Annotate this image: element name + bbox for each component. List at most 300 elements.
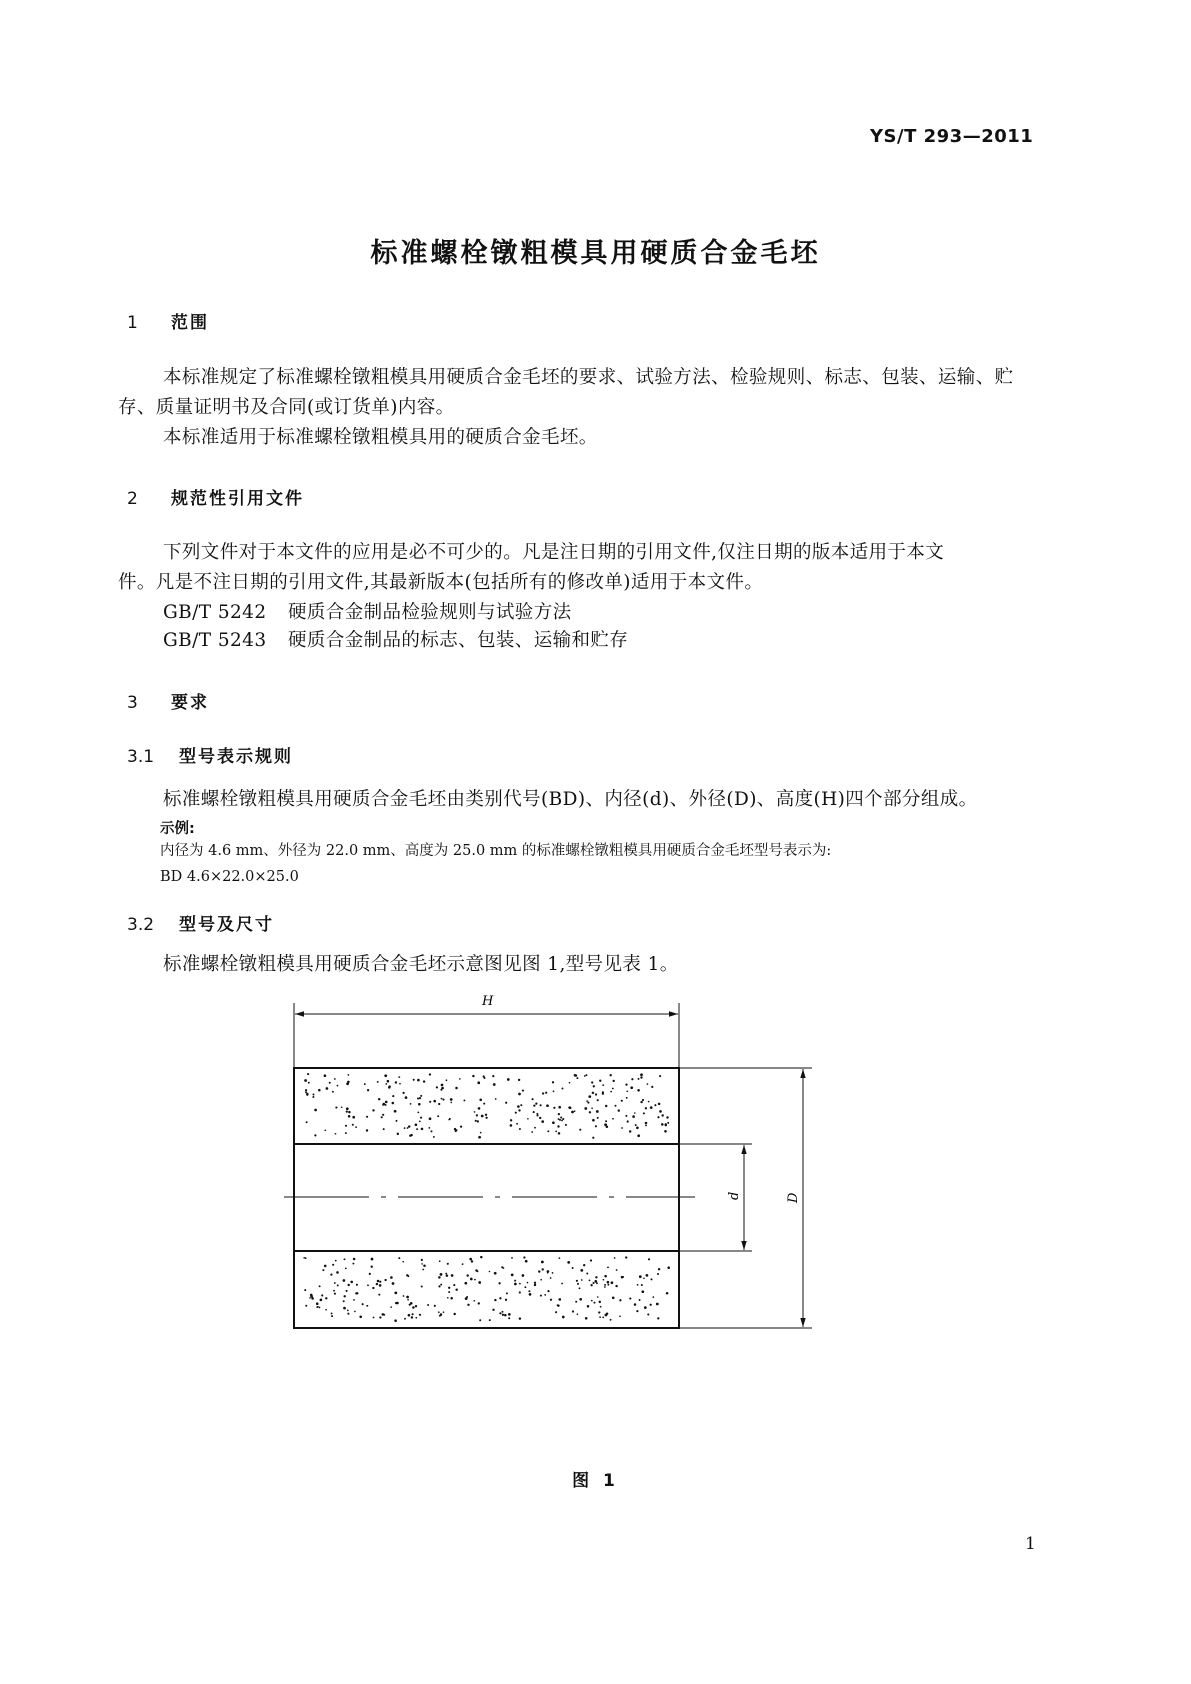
texture-dot: [600, 1306, 602, 1308]
texture-dot: [558, 1298, 561, 1301]
texture-dot: [451, 1274, 454, 1277]
texture-dot: [334, 1293, 336, 1295]
texture-dot: [611, 1281, 614, 1284]
texture-dot: [455, 1130, 457, 1132]
texture-dot: [586, 1100, 588, 1102]
texture-dot: [626, 1090, 628, 1092]
texture-dot: [353, 1258, 356, 1261]
texture-dot: [534, 1127, 536, 1129]
texture-dot: [610, 1074, 612, 1076]
texture-dot: [610, 1319, 612, 1321]
texture-dot: [316, 1306, 318, 1308]
texture-dot: [519, 1317, 521, 1319]
texture-dot: [618, 1109, 620, 1111]
texture-dot: [369, 1273, 371, 1275]
texture-dot: [448, 1287, 450, 1289]
texture-dot: [607, 1284, 609, 1286]
texture-dot: [637, 1089, 640, 1092]
texture-dot: [470, 1278, 473, 1281]
texture-dot: [640, 1101, 642, 1103]
texture-dot: [514, 1283, 517, 1286]
texture-dot: [314, 1109, 317, 1112]
texture-dot: [495, 1098, 497, 1100]
texture-dot: [635, 1124, 637, 1126]
material-texture-bottom: [303, 1256, 670, 1322]
paragraph: 本标准规定了标准螺栓镦粗模具用硬质合金毛坯的要求、试验方法、检验规则、标志、包装、运输、贮: [163, 367, 1014, 388]
texture-dot: [392, 1095, 394, 1097]
texture-dot: [519, 1128, 521, 1130]
texture-dot: [519, 1291, 521, 1293]
texture-dot: [552, 1121, 555, 1124]
paragraph: 标准螺栓镦粗模具用硬质合金毛坯由类别代号(BD)、内径(d)、外径(D)、高度(H)四个部分组成。: [163, 789, 978, 810]
texture-dot: [352, 1124, 354, 1126]
example-text: 内径为 4.6 mm、外径为 22.0 mm、高度为 25.0 mm 的标准螺栓镦粗模具用硬质合金毛坯型号表示为:: [160, 843, 832, 859]
texture-dot: [621, 1100, 623, 1102]
texture-dot: [433, 1136, 435, 1138]
texture-dot: [405, 1096, 408, 1099]
texture-dot: [532, 1098, 534, 1100]
page-number: 1: [1025, 1534, 1036, 1554]
texture-dot: [606, 1125, 609, 1128]
texture-dot: [634, 1112, 636, 1114]
texture-dot: [621, 1127, 623, 1129]
texture-dot: [657, 1273, 659, 1275]
texture-dot: [345, 1132, 347, 1134]
texture-dot: [379, 1316, 381, 1318]
texture-dot: [395, 1081, 397, 1083]
texture-dot: [535, 1103, 537, 1105]
texture-dot: [540, 1104, 542, 1106]
texture-dot: [390, 1306, 392, 1308]
texture-dot: [528, 1290, 530, 1292]
texture-dot: [631, 1078, 633, 1080]
texture-dot: [576, 1077, 578, 1079]
texture-dot: [591, 1081, 593, 1083]
section-title: 规范性引用文件: [171, 489, 304, 509]
texture-dot: [542, 1268, 544, 1270]
texture-dot: [478, 1302, 480, 1304]
texture-dot: [473, 1300, 475, 1302]
inner-diameter-label: d: [727, 1191, 742, 1200]
texture-dot: [588, 1095, 591, 1098]
texture-dot: [476, 1114, 478, 1116]
section-number: 1: [127, 313, 138, 333]
texture-dot: [489, 1271, 491, 1273]
texture-dot: [511, 1274, 514, 1277]
texture-dot: [637, 1284, 639, 1286]
texture-dot: [641, 1290, 644, 1293]
paragraph: 本标准适用于标准螺栓镦粗模具用的硬质合金毛坯。: [163, 427, 598, 448]
texture-dot: [462, 1263, 464, 1265]
texture-dot: [345, 1125, 347, 1127]
texture-dot: [589, 1111, 591, 1113]
texture-dot: [404, 1127, 406, 1129]
texture-dot: [410, 1302, 413, 1305]
texture-dot: [396, 1302, 399, 1305]
texture-dot: [394, 1110, 397, 1113]
texture-dot: [372, 1109, 374, 1111]
texture-dot: [334, 1282, 336, 1284]
texture-dot: [615, 1105, 617, 1107]
texture-dot: [419, 1314, 421, 1316]
texture-dot: [379, 1281, 381, 1283]
texture-dot: [477, 1270, 479, 1272]
texture-dot: [605, 1105, 607, 1107]
texture-dot: [626, 1097, 628, 1099]
texture-dot: [348, 1111, 350, 1113]
texture-dot: [502, 1311, 504, 1313]
texture-dot: [437, 1115, 439, 1117]
texture-dot: [492, 1075, 494, 1077]
texture-dot: [321, 1294, 323, 1296]
texture-dot: [587, 1305, 590, 1308]
texture-dot: [441, 1084, 444, 1087]
texture-dot: [565, 1124, 567, 1126]
texture-dot: [585, 1317, 588, 1320]
subsection-number: 3.1: [127, 747, 155, 767]
texture-dot: [398, 1076, 400, 1078]
texture-dot: [525, 1260, 528, 1263]
texture-dot: [409, 1135, 411, 1137]
texture-dot: [430, 1130, 432, 1132]
texture-dot: [531, 1131, 533, 1133]
texture-dot: [306, 1093, 308, 1095]
texture-dot: [516, 1123, 518, 1125]
texture-dot: [474, 1111, 476, 1113]
texture-dot: [479, 1319, 481, 1321]
texture-dot: [579, 1129, 581, 1131]
texture-dot: [463, 1099, 465, 1101]
texture-dot: [408, 1314, 411, 1317]
document-title: 标准螺栓镦粗模具用硬质合金毛坯: [370, 238, 821, 269]
texture-dot: [558, 1106, 561, 1109]
texture-dot: [334, 1078, 336, 1080]
texture-dot: [648, 1101, 650, 1103]
texture-dot: [599, 1080, 601, 1082]
texture-dot: [651, 1086, 653, 1088]
texture-dot: [412, 1306, 415, 1309]
reference-code: GB/T 5243: [163, 630, 267, 651]
texture-dot: [485, 1114, 487, 1116]
texture-dot: [494, 1299, 496, 1301]
texture-dot: [387, 1080, 390, 1083]
texture-dot: [569, 1082, 571, 1084]
texture-dot: [407, 1127, 409, 1129]
paragraph: 标准螺栓镦粗模具用硬质合金毛坯示意图见图 1,型号见表 1。: [163, 954, 679, 975]
texture-dot: [550, 1299, 552, 1301]
texture-dot: [378, 1098, 380, 1100]
texture-dot: [499, 1312, 501, 1314]
texture-dot: [591, 1107, 593, 1109]
texture-dot: [505, 1102, 507, 1104]
texture-dot: [645, 1107, 647, 1109]
texture-dot: [371, 1258, 374, 1261]
texture-dot: [326, 1087, 329, 1090]
texture-dot: [652, 1296, 654, 1298]
subsection-title: 型号表示规则: [179, 747, 293, 767]
texture-dot: [348, 1115, 351, 1118]
section-number: 2: [127, 489, 138, 509]
texture-dot: [471, 1260, 473, 1262]
texture-dot: [419, 1121, 421, 1123]
texture-dot: [455, 1288, 457, 1290]
texture-dot: [589, 1280, 591, 1282]
texture-dot: [450, 1098, 453, 1101]
texture-dot: [636, 1310, 638, 1312]
texture-dot: [641, 1284, 643, 1286]
texture-dot: [314, 1134, 316, 1136]
texture-dot: [355, 1292, 357, 1294]
texture-dot: [650, 1278, 652, 1280]
example-label: 示例:: [160, 821, 195, 837]
texture-dot: [319, 1285, 321, 1287]
texture-dot: [335, 1107, 337, 1109]
texture-dot: [324, 1129, 326, 1131]
texture-dot: [499, 1297, 501, 1299]
texture-dot: [406, 1296, 409, 1299]
reference-title: 硬质合金制品检验规则与试验方法: [288, 602, 572, 623]
texture-dot: [591, 1300, 593, 1302]
texture-dot: [610, 1091, 612, 1093]
texture-dot: [616, 1269, 618, 1271]
texture-dot: [594, 1302, 596, 1304]
texture-dot: [438, 1103, 440, 1105]
texture-dot: [555, 1311, 557, 1313]
texture-dot: [664, 1130, 667, 1133]
texture-dot: [599, 1316, 601, 1318]
texture-dot: [341, 1106, 343, 1108]
texture-dot: [595, 1093, 597, 1095]
texture-dot: [448, 1291, 450, 1293]
texture-dot: [371, 1266, 373, 1268]
texture-dot: [402, 1261, 404, 1263]
reference-code: GB/T 5242: [163, 602, 267, 623]
texture-dot: [607, 1266, 609, 1268]
texture-dot: [552, 1272, 554, 1274]
texture-dot: [596, 1110, 599, 1113]
texture-dot: [480, 1132, 482, 1134]
texture-dot: [399, 1083, 401, 1085]
texture-dot: [485, 1117, 487, 1119]
texture-dot: [555, 1131, 557, 1133]
texture-dot: [572, 1267, 574, 1269]
texture-dot: [450, 1102, 452, 1104]
texture-dot: [304, 1289, 306, 1291]
texture-dot: [348, 1074, 350, 1076]
texture-dot: [413, 1079, 415, 1081]
texture-dot: [404, 1318, 406, 1320]
texture-dot: [316, 1302, 319, 1305]
texture-dot: [533, 1104, 535, 1106]
texture-dot: [420, 1117, 422, 1119]
texture-dot: [575, 1301, 577, 1303]
texture-dot: [343, 1300, 345, 1302]
texture-dot: [467, 1274, 469, 1276]
texture-dot: [602, 1084, 604, 1086]
texture-dot: [592, 1092, 594, 1094]
texture-dot: [477, 1120, 479, 1122]
texture-dot: [577, 1313, 579, 1315]
texture-dot: [650, 1106, 653, 1109]
texture-dot: [356, 1284, 358, 1286]
texture-dot: [650, 1304, 652, 1306]
texture-dot: [560, 1116, 562, 1118]
texture-dot: [324, 1074, 327, 1077]
texture-dot: [634, 1303, 637, 1306]
texture-dot: [546, 1104, 549, 1107]
texture-dot: [639, 1299, 641, 1301]
texture-dot: [605, 1120, 607, 1122]
texture-dot: [659, 1110, 662, 1113]
texture-dot: [378, 1294, 380, 1296]
texture-dot: [493, 1083, 496, 1086]
texture-dot: [569, 1106, 572, 1109]
texture-dot: [450, 1297, 453, 1300]
texture-dot: [415, 1317, 417, 1319]
texture-dot: [595, 1276, 597, 1278]
texture-dot: [625, 1083, 627, 1085]
texture-dot: [603, 1279, 605, 1281]
texture-dot: [562, 1316, 565, 1319]
texture-dot: [376, 1283, 378, 1285]
texture-dot: [346, 1290, 348, 1292]
texture-dot: [642, 1099, 644, 1101]
texture-dot: [547, 1130, 549, 1132]
texture-dot: [599, 1301, 601, 1303]
texture-dot: [411, 1316, 413, 1318]
texture-dot: [438, 1311, 440, 1313]
texture-dot: [529, 1293, 532, 1296]
texture-dot: [541, 1261, 543, 1263]
texture-dot: [420, 1095, 422, 1097]
texture-dot: [350, 1281, 353, 1284]
texture-dot: [547, 1270, 550, 1273]
texture-dot: [502, 1314, 504, 1316]
texture-dot: [612, 1118, 614, 1120]
texture-dot: [579, 1287, 581, 1289]
texture-dot: [364, 1083, 366, 1085]
texture-dot: [592, 1119, 595, 1122]
texture-dot: [415, 1123, 418, 1126]
texture-dot: [333, 1290, 335, 1292]
texture-dot: [557, 1125, 559, 1127]
texture-dot: [545, 1092, 547, 1094]
texture-dot: [382, 1104, 384, 1106]
texture-dot: [459, 1078, 461, 1080]
texture-dot: [394, 1319, 397, 1322]
texture-dot: [329, 1082, 331, 1084]
texture-dot: [313, 1094, 315, 1096]
texture-dot: [306, 1121, 308, 1123]
texture-dot: [658, 1103, 661, 1106]
texture-dot: [421, 1259, 423, 1261]
texture-dot: [574, 1110, 576, 1112]
texture-dot: [592, 1137, 594, 1139]
texture-dot: [590, 1259, 592, 1261]
texture-dot: [382, 1114, 384, 1116]
texture-dot: [408, 1125, 410, 1127]
texture-dot: [438, 1276, 441, 1279]
texture-dot: [508, 1313, 511, 1316]
texture-dot: [478, 1082, 480, 1084]
texture-dot: [540, 1279, 542, 1281]
texture-dot: [602, 1316, 604, 1318]
blank-outline: [294, 1068, 679, 1328]
texture-dot: [492, 1309, 494, 1311]
texture-dot: [434, 1305, 436, 1307]
texture-dot: [421, 1128, 424, 1131]
texture-dot: [429, 1073, 431, 1075]
texture-dot: [666, 1116, 668, 1118]
texture-dot: [417, 1079, 420, 1082]
texture-dot: [523, 1256, 525, 1258]
texture-dot: [478, 1281, 481, 1284]
texture-dot: [322, 1269, 324, 1271]
texture-dot: [527, 1118, 529, 1120]
texture-dot: [657, 1317, 659, 1319]
texture-dot: [335, 1133, 337, 1135]
texture-dot: [583, 1264, 585, 1266]
texture-dot: [658, 1268, 660, 1270]
texture-dot: [421, 1263, 423, 1265]
texture-dot: [337, 1284, 339, 1286]
texture-dot: [377, 1081, 379, 1083]
texture-dot: [354, 1311, 356, 1313]
texture-dot: [472, 1075, 474, 1077]
texture-dot: [359, 1315, 362, 1318]
texture-dot: [518, 1079, 520, 1081]
texture-dot: [466, 1296, 468, 1298]
texture-dot: [305, 1305, 307, 1307]
texture-dot: [662, 1114, 664, 1116]
texture-dot: [507, 1078, 510, 1081]
texture-dot: [453, 1284, 455, 1286]
texture-dot: [604, 1284, 606, 1286]
texture-dot: [353, 1299, 355, 1301]
texture-dot: [352, 1263, 354, 1265]
texture-dot: [474, 1279, 476, 1281]
texture-dot: [571, 1111, 574, 1114]
texture-dot: [385, 1104, 387, 1106]
texture-dot: [330, 1273, 332, 1275]
texture-dot: [410, 1103, 412, 1105]
texture-dot: [647, 1083, 649, 1085]
texture-dot: [383, 1128, 385, 1130]
texture-dot: [352, 1116, 355, 1119]
texture-dot: [654, 1104, 656, 1106]
texture-dot: [385, 1083, 387, 1085]
texture-dot: [558, 1132, 561, 1135]
texture-dot: [501, 1266, 503, 1268]
texture-dot: [595, 1125, 597, 1127]
figure-caption: 图 1: [572, 1471, 619, 1491]
texture-dot: [390, 1276, 393, 1279]
texture-dot: [355, 1126, 357, 1128]
texture-dot: [647, 1313, 649, 1315]
texture-dot: [446, 1079, 448, 1081]
subsection-number: 3.2: [127, 915, 155, 935]
texture-dot: [478, 1136, 481, 1139]
texture-dot: [536, 1113, 538, 1115]
texture-dot: [667, 1266, 670, 1269]
texture-dot: [336, 1271, 339, 1274]
texture-dot: [534, 1284, 536, 1286]
texture-dot: [429, 1117, 432, 1120]
texture-dot: [394, 1292, 397, 1295]
texture-dot: [640, 1073, 643, 1076]
texture-dot: [419, 1097, 421, 1099]
texture-dot: [418, 1103, 421, 1106]
